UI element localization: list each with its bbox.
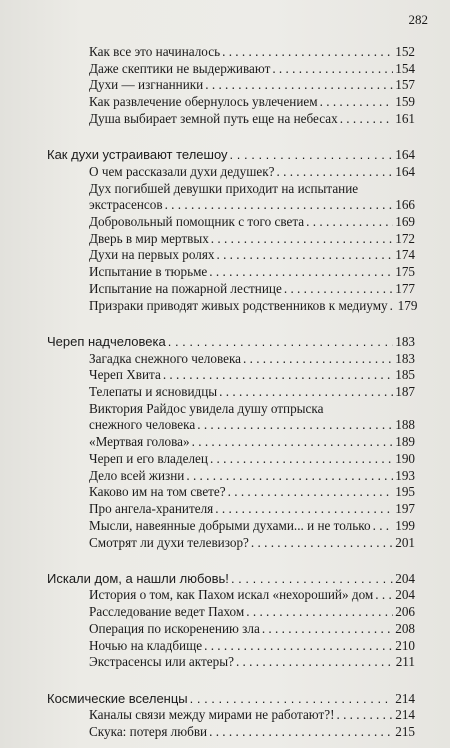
toc-entry xyxy=(89,214,415,230)
toc-section-title: Череп надчеловека xyxy=(47,334,166,349)
leader-dots xyxy=(320,94,394,110)
toc-entry-title-line1: Виктория Райдос увидела душу отпрыска xyxy=(89,401,324,416)
toc-entry-page: 174 xyxy=(395,247,415,262)
toc-entry-page: 152 xyxy=(395,44,415,59)
leader-dots xyxy=(243,351,393,367)
toc-entry-page: 210 xyxy=(395,638,415,653)
toc-entry xyxy=(89,535,415,551)
leader-dots xyxy=(340,111,394,127)
toc-entry xyxy=(89,654,415,670)
toc-entry-title: Испытание на пожарной лестнице xyxy=(89,281,282,296)
leader-dots xyxy=(210,451,393,467)
toc-entry-page: 195 xyxy=(395,484,415,499)
toc-entry-title: Каково им на том свете? xyxy=(89,484,226,499)
leader-dots xyxy=(209,724,393,740)
toc-entry-title: Ночью на кладбище xyxy=(89,638,203,653)
toc-entry-title: О чем рассказали духи дедушек? xyxy=(89,164,275,179)
toc-entry-title: Как развлечение обернулось увлечением xyxy=(89,94,318,109)
leader-dots xyxy=(277,164,394,180)
toc-entry xyxy=(89,638,415,654)
toc-entry xyxy=(89,724,415,740)
toc-entry xyxy=(89,351,415,367)
toc-entry-title: Скука: потеря любви xyxy=(89,724,208,739)
toc-entry-page: 188 xyxy=(395,417,415,432)
toc-entry-title: Мысли, навеянные добрыми духами... и не только xyxy=(89,518,371,533)
toc-entry-page: 157 xyxy=(395,77,415,92)
toc-entry-page: 164 xyxy=(395,164,415,179)
toc-entry xyxy=(89,44,415,60)
leader-dots xyxy=(209,264,393,280)
toc-entry xyxy=(89,367,415,383)
toc-section-page: 214 xyxy=(395,691,415,706)
leader-dots xyxy=(197,417,393,433)
toc-entry xyxy=(89,247,415,263)
toc-entry-page: 197 xyxy=(395,501,415,516)
toc-entry-title: Смотрят ли духи телевизор? xyxy=(89,535,249,550)
leader-dots xyxy=(205,77,393,93)
toc-section-title: Искали дом, а нашли любовь! xyxy=(47,571,229,586)
toc-entry xyxy=(89,434,415,450)
toc-entry-page: 161 xyxy=(395,111,415,126)
toc-section-heading xyxy=(47,691,415,707)
toc-entry-title: Призраки приводят живых родственников к медиуму xyxy=(89,298,388,313)
toc-entry-page: 193 xyxy=(395,468,415,483)
toc-entry xyxy=(89,164,415,180)
toc-section-heading xyxy=(47,571,415,587)
toc-entry-title: экстрасенсов xyxy=(89,197,163,212)
toc-entry xyxy=(89,111,415,127)
toc-entry xyxy=(89,468,415,484)
leader-dots xyxy=(231,571,393,586)
toc-entry-title: Испытание в тюрьме xyxy=(89,264,208,279)
toc-entry-page: 172 xyxy=(395,231,415,246)
toc-entry xyxy=(89,298,418,314)
leader-dots xyxy=(375,587,393,603)
leader-dots xyxy=(186,468,393,484)
leader-dots xyxy=(336,707,393,723)
toc-entry-page: 199 xyxy=(395,518,415,533)
leader-dots xyxy=(284,281,393,297)
toc-section-title: Космические вселенцы xyxy=(47,691,188,706)
leader-dots xyxy=(228,484,394,500)
toc-entry-page: 166 xyxy=(395,197,415,212)
leader-dots xyxy=(216,247,393,263)
toc-entry-page: 169 xyxy=(395,214,415,229)
toc-entry xyxy=(89,384,415,400)
toc-entry-title: Экстрасенсы или актеры? xyxy=(89,654,234,669)
toc-entry-page: 154 xyxy=(395,61,415,76)
leader-dots xyxy=(236,654,394,670)
toc-entry xyxy=(89,94,415,110)
toc-entry-title: Череп и его владелец xyxy=(89,451,208,466)
toc-entry-page: 208 xyxy=(395,621,415,636)
toc-entry-title: История о том, как Пахом искал «нехороший» дом xyxy=(89,587,374,602)
toc-entry-title: Духи — изгнанники xyxy=(89,77,204,92)
leader-dots xyxy=(168,334,393,349)
leader-dots xyxy=(262,621,393,637)
toc-entry-title: Дверь в мир мертвых xyxy=(89,231,209,246)
toc-entry-title: Дело всей жизни xyxy=(89,468,185,483)
toc-section-heading xyxy=(47,334,415,350)
leader-dots xyxy=(215,501,393,517)
toc-entry-title: Телепаты и ясновидцы xyxy=(89,384,218,399)
toc-entry xyxy=(89,197,415,213)
toc-entry xyxy=(89,587,415,603)
toc-entry-title: Духи на первых ролях xyxy=(89,247,215,262)
leader-dots xyxy=(306,214,393,230)
toc-entry xyxy=(89,604,415,620)
toc-entry-title: Каналы связи между мирами не работают?! xyxy=(89,707,335,722)
toc-entry-title: Душа выбирает земной путь еще на небесах xyxy=(89,111,338,126)
toc-entry-title: Операция по искоренению зла xyxy=(89,621,260,636)
toc-entry-page: 183 xyxy=(395,351,415,366)
toc-entry-page: 211 xyxy=(395,654,415,669)
leader-dots xyxy=(163,367,393,383)
toc-entry-title: Череп Хвита xyxy=(89,367,161,382)
leader-dots xyxy=(192,434,394,450)
toc-entry-title: Расследование ведет Пахом xyxy=(89,604,245,619)
leader-dots xyxy=(165,197,394,213)
toc-section-title: Как духи устраивают телешоу xyxy=(47,147,228,162)
toc-entry-page: 187 xyxy=(395,384,415,399)
toc-entry-page: 214 xyxy=(395,707,415,722)
toc-entry-title-line1: Дух погибшей девушки приходит на испытание xyxy=(89,181,359,196)
toc-entry-page: 175 xyxy=(395,264,415,279)
toc-entry-page: 201 xyxy=(395,535,415,550)
leader-dots xyxy=(204,638,393,654)
leader-dots xyxy=(222,44,393,60)
leader-dots xyxy=(390,298,396,314)
toc-entry-page: 189 xyxy=(395,434,415,449)
leader-dots xyxy=(373,518,394,534)
toc-entry-page: 206 xyxy=(395,604,415,619)
toc-entry xyxy=(89,61,415,77)
toc-entry-page: 185 xyxy=(395,367,415,382)
toc-entry xyxy=(89,417,415,433)
toc-entry xyxy=(89,231,415,247)
toc-entry xyxy=(89,621,415,637)
toc-entry-title: Про ангела-хранителя xyxy=(89,501,214,516)
toc-entry xyxy=(89,707,415,723)
leader-dots xyxy=(190,691,394,706)
toc-entry-page: 159 xyxy=(395,94,415,109)
toc-entry-title: Загадка снежного человека xyxy=(89,351,242,366)
toc-entry xyxy=(89,501,415,517)
toc-entry-title: Добровольный помощник с того света xyxy=(89,214,305,229)
toc-section-page: 204 xyxy=(395,571,415,586)
toc-entry-page: 215 xyxy=(395,724,415,739)
leader-dots xyxy=(211,231,393,247)
toc-entry xyxy=(89,281,415,297)
toc-section-page: 183 xyxy=(395,334,415,349)
toc-entry-title: снежного человека xyxy=(89,417,196,432)
toc-entry xyxy=(89,518,415,534)
toc-section-page: 164 xyxy=(395,147,415,162)
toc-entry-title: Как все это начиналось xyxy=(89,44,221,59)
leader-dots xyxy=(246,604,393,620)
leader-dots xyxy=(230,147,394,162)
toc-entry xyxy=(89,484,415,500)
toc-entry xyxy=(89,264,415,280)
toc-entry xyxy=(89,451,415,467)
toc-entry-title: «Мертвая голова» xyxy=(89,434,190,449)
toc-entry-title: Даже скептики не выдерживают xyxy=(89,61,271,76)
leader-dots xyxy=(251,535,393,551)
toc-entry-page: 190 xyxy=(395,451,415,466)
leader-dots xyxy=(272,61,393,77)
toc-entry-page: 204 xyxy=(395,587,415,602)
toc-entry-page: 177 xyxy=(395,281,415,296)
toc-section-heading xyxy=(47,147,415,163)
page-number: 282 xyxy=(408,12,428,27)
leader-dots xyxy=(219,384,393,400)
toc-entry-page: 179 xyxy=(397,298,418,313)
toc-entry xyxy=(89,77,415,93)
